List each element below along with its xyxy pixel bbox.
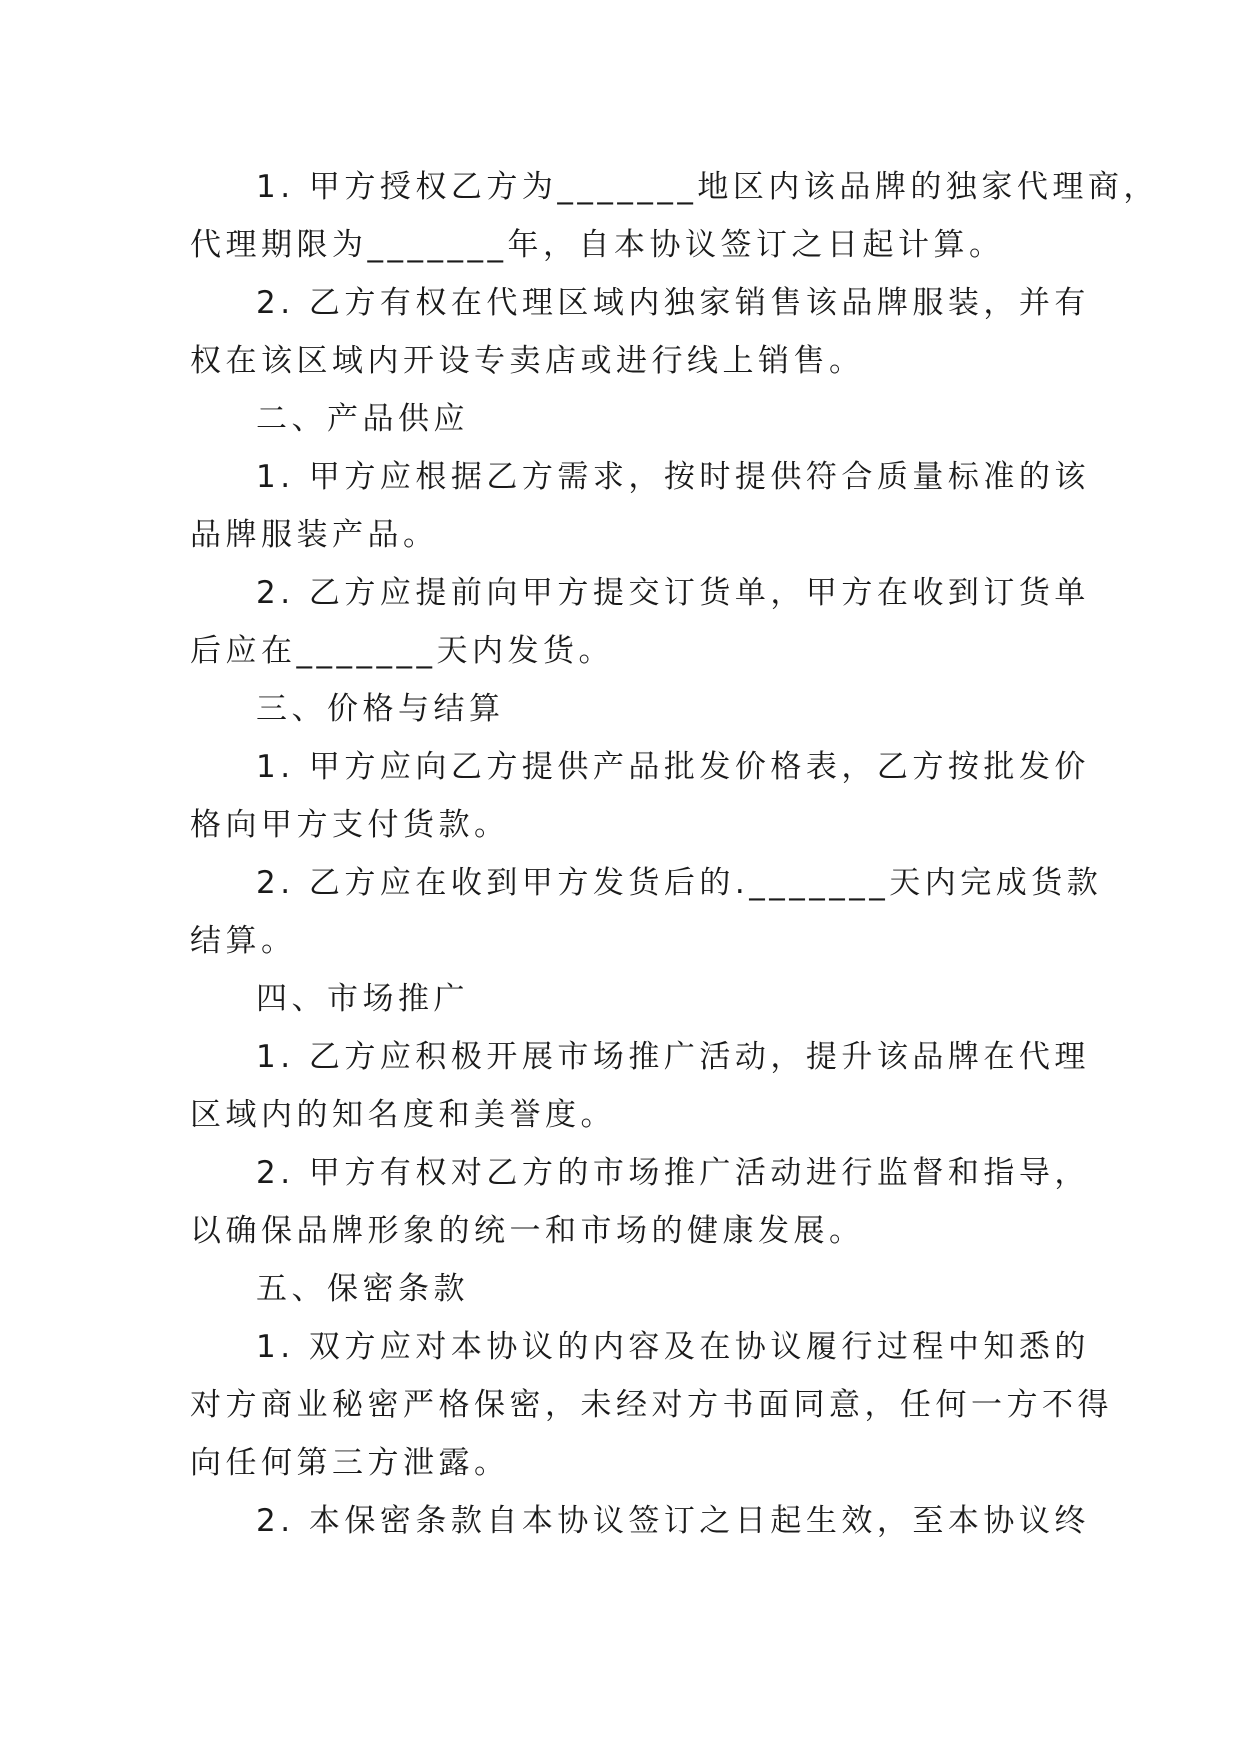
clause-1-2-line-2: 权在该区域内开设专卖店或进行线上销售。	[190, 343, 865, 379]
clause-5-1-line-2: 对方商业秘密严格保密，未经对方书面同意，任何一方不得	[190, 1387, 1113, 1423]
document-body	[190, 158, 1159, 1550]
clause-2-2-line-2: 后应在_______天内发货。	[190, 633, 614, 669]
clause-2-1-line-1: 1. 甲方应根据乙方需求，按时提供符合质量标准的该	[256, 459, 1090, 495]
clause-2-1-line-2: 品牌服装产品。	[190, 517, 439, 553]
clause-3-2-line-2: 结算。	[190, 923, 297, 959]
clause-3-1-line-1: 1. 甲方应向乙方提供产品批发价格表，乙方按批发价	[256, 749, 1090, 785]
clause-4-2-line-2: 以确保品牌形象的统一和市场的健康发展。	[190, 1213, 865, 1249]
clause-4-1-line-1: 1. 乙方应积极开展市场推广活动，提升该品牌在代理	[256, 1039, 1090, 1075]
clause-1-1-line-2: 代理期限为_______年，自本协议签订之日起计算。	[190, 227, 1005, 263]
clause-5-1-line-1: 1. 双方应对本协议的内容及在协议履行过程中知悉的	[256, 1329, 1090, 1365]
section-heading-product-supply: 二、产品供应	[256, 401, 469, 437]
clause-1-1-line-1: 1. 甲方授权乙方为_______地区内该品牌的独家代理商，	[256, 169, 1159, 205]
section-heading-confidentiality: 五、保密条款	[256, 1271, 469, 1307]
clause-3-1-line-2: 格向甲方支付货款。	[190, 807, 510, 843]
section-heading-price-settlement: 三、价格与结算	[256, 691, 505, 727]
clause-5-1-line-3: 向任何第三方泄露。	[190, 1445, 510, 1481]
clause-3-2-line-1: 2. 乙方应在收到甲方发货后的._______天内完成货款	[256, 865, 1103, 901]
clause-1-2-line-1: 2. 乙方有权在代理区域内独家销售该品牌服装，并有	[256, 285, 1090, 321]
clause-4-2-line-1: 2. 甲方有权对乙方的市场推广活动进行监督和指导，	[256, 1155, 1090, 1191]
section-heading-marketing: 四、市场推广	[256, 981, 469, 1017]
clause-4-1-line-2: 区域内的知名度和美誉度。	[190, 1097, 616, 1133]
clause-5-2-line-1: 2. 本保密条款自本协议签订之日起生效，至本协议终	[256, 1503, 1090, 1539]
clause-2-2-line-1: 2. 乙方应提前向甲方提交订货单，甲方在收到订货单	[256, 575, 1090, 611]
